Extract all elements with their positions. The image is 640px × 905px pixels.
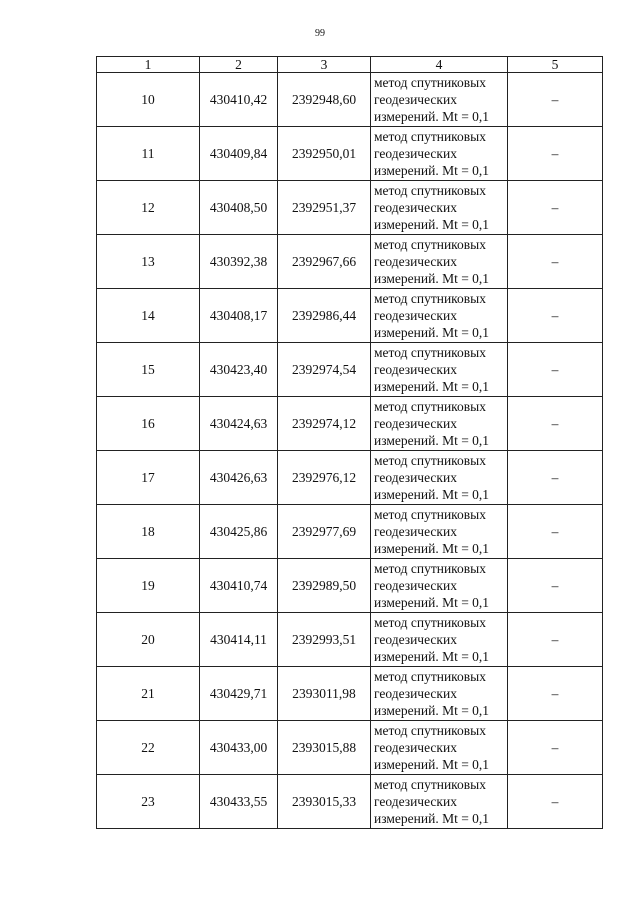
method-text-line: метод спутниковых: [374, 129, 486, 144]
note-cell: –: [508, 73, 603, 127]
method-text-line: метод спутниковых: [374, 75, 486, 90]
coordinate-x-cell: 430424,63: [200, 397, 278, 451]
method-cell: [371, 505, 508, 559]
table-row: [97, 721, 603, 775]
note-cell: –: [508, 505, 603, 559]
table-row: [97, 73, 603, 127]
method-text-line: метод спутниковых: [374, 399, 486, 414]
method-text-line: измерений. Mt = 0,1: [374, 595, 490, 610]
column-header-5: 5: [508, 57, 603, 73]
point-number-cell: 22: [97, 721, 200, 775]
coordinate-x-cell: 430392,38: [200, 235, 278, 289]
point-number-cell: 11: [97, 127, 200, 181]
coordinate-x-cell: 430426,63: [200, 451, 278, 505]
coordinate-x-cell: 430409,84: [200, 127, 278, 181]
coordinate-x-cell: 430414,11: [200, 613, 278, 667]
coordinate-x-cell: 430433,55: [200, 775, 278, 829]
point-number-cell: 14: [97, 289, 200, 343]
point-number-cell: 21: [97, 667, 200, 721]
coordinate-y-cell: 2392974,12: [278, 397, 371, 451]
note-cell: –: [508, 235, 603, 289]
method-cell: [371, 775, 508, 829]
coordinate-x-cell: 430423,40: [200, 343, 278, 397]
note-cell: –: [508, 397, 603, 451]
method-text-line: геодезических: [374, 416, 457, 431]
coordinate-y-cell: 2392950,01: [278, 127, 371, 181]
method-text-line: метод спутниковых: [374, 561, 486, 576]
table-row: [97, 343, 603, 397]
point-number-cell: 20: [97, 613, 200, 667]
method-text-line: измерений. Mt = 0,1: [374, 271, 490, 286]
method-text-line: метод спутниковых: [374, 723, 486, 738]
coordinate-y-cell: 2392986,44: [278, 289, 371, 343]
point-number-cell: 17: [97, 451, 200, 505]
method-text-line: измерений. Mt = 0,1: [374, 379, 490, 394]
note-cell: –: [508, 775, 603, 829]
method-text-line: измерений. Mt = 0,1: [374, 217, 490, 232]
method-cell: [371, 181, 508, 235]
coordinate-x-cell: 430408,17: [200, 289, 278, 343]
method-cell: [371, 451, 508, 505]
table-row: [97, 559, 603, 613]
table-row: [97, 613, 603, 667]
table-row: [97, 235, 603, 289]
column-header-1: 1: [97, 57, 200, 73]
point-number-cell: 15: [97, 343, 200, 397]
method-cell: [371, 559, 508, 613]
method-text-line: метод спутниковых: [374, 453, 486, 468]
method-text-line: измерений. Mt = 0,1: [374, 325, 490, 340]
table-row: [97, 289, 603, 343]
column-header-2: 2: [200, 57, 278, 73]
coordinate-y-cell: 2392977,69: [278, 505, 371, 559]
table-row: [97, 451, 603, 505]
method-text-line: измерений. Mt = 0,1: [374, 487, 490, 502]
coordinate-y-cell: 2393011,98: [278, 667, 371, 721]
point-number-cell: 16: [97, 397, 200, 451]
table-row: [97, 505, 603, 559]
method-text-line: геодезических: [374, 146, 457, 161]
method-text-line: геодезических: [374, 578, 457, 593]
method-text-line: метод спутниковых: [374, 183, 486, 198]
table-row: [97, 397, 603, 451]
method-text-line: метод спутниковых: [374, 669, 486, 684]
table-row: [97, 775, 603, 829]
point-number-cell: 19: [97, 559, 200, 613]
method-text-line: измерений. Mt = 0,1: [374, 757, 490, 772]
method-text-line: геодезических: [374, 92, 457, 107]
note-cell: –: [508, 559, 603, 613]
method-cell: [371, 235, 508, 289]
method-text-line: измерений. Mt = 0,1: [374, 163, 490, 178]
note-cell: –: [508, 181, 603, 235]
coordinate-x-cell: 430410,42: [200, 73, 278, 127]
method-text-line: геодезических: [374, 740, 457, 755]
method-text-line: геодезических: [374, 470, 457, 485]
method-cell: [371, 289, 508, 343]
method-text-line: геодезических: [374, 362, 457, 377]
coordinate-y-cell: 2393015,33: [278, 775, 371, 829]
method-cell: [371, 721, 508, 775]
page-number: 99: [315, 28, 325, 39]
method-text-line: геодезических: [374, 524, 457, 539]
method-text-line: метод спутниковых: [374, 291, 486, 306]
method-text-line: геодезических: [374, 794, 457, 809]
method-cell: [371, 667, 508, 721]
coordinate-y-cell: 2392951,37: [278, 181, 371, 235]
coordinate-y-cell: 2392993,51: [278, 613, 371, 667]
table-row: [97, 181, 603, 235]
note-cell: –: [508, 343, 603, 397]
coordinate-y-cell: 2392976,12: [278, 451, 371, 505]
method-text-line: измерений. Mt = 0,1: [374, 541, 490, 556]
table-body: [97, 73, 603, 829]
table-row: [97, 127, 603, 181]
method-text-line: измерений. Mt = 0,1: [374, 433, 490, 448]
method-cell: [371, 73, 508, 127]
coordinate-x-cell: 430429,71: [200, 667, 278, 721]
coordinate-x-cell: 430408,50: [200, 181, 278, 235]
coordinate-y-cell: 2392967,66: [278, 235, 371, 289]
column-header-4: 4: [371, 57, 508, 73]
table-header-row: [97, 57, 603, 73]
method-text-line: метод спутниковых: [374, 507, 486, 522]
point-number-cell: 10: [97, 73, 200, 127]
coordinate-y-cell: 2393015,88: [278, 721, 371, 775]
method-cell: [371, 397, 508, 451]
note-cell: –: [508, 127, 603, 181]
note-cell: –: [508, 667, 603, 721]
method-text-line: геодезических: [374, 308, 457, 323]
coordinate-x-cell: 430410,74: [200, 559, 278, 613]
method-text-line: геодезических: [374, 632, 457, 647]
method-text-line: измерений. Mt = 0,1: [374, 109, 490, 124]
point-number-cell: 23: [97, 775, 200, 829]
point-number-cell: 13: [97, 235, 200, 289]
coordinate-x-cell: 430425,86: [200, 505, 278, 559]
point-number-cell: 12: [97, 181, 200, 235]
method-text-line: метод спутниковых: [374, 237, 486, 252]
method-text-line: метод спутниковых: [374, 615, 486, 630]
note-cell: –: [508, 451, 603, 505]
note-cell: –: [508, 613, 603, 667]
method-text-line: измерений. Mt = 0,1: [374, 703, 490, 718]
table-row: [97, 667, 603, 721]
method-text-line: геодезических: [374, 254, 457, 269]
point-number-cell: 18: [97, 505, 200, 559]
method-cell: [371, 343, 508, 397]
coordinate-y-cell: 2392989,50: [278, 559, 371, 613]
method-text-line: геодезических: [374, 686, 457, 701]
method-cell: [371, 127, 508, 181]
method-text-line: метод спутниковых: [374, 777, 486, 792]
note-cell: –: [508, 289, 603, 343]
coordinate-x-cell: 430433,00: [200, 721, 278, 775]
coordinate-y-cell: 2392948,60: [278, 73, 371, 127]
method-cell: [371, 613, 508, 667]
method-text-line: измерений. Mt = 0,1: [374, 649, 490, 664]
coordinate-y-cell: 2392974,54: [278, 343, 371, 397]
method-text-line: геодезических: [374, 200, 457, 215]
note-cell: –: [508, 721, 603, 775]
method-text-line: метод спутниковых: [374, 345, 486, 360]
method-text-line: измерений. Mt = 0,1: [374, 811, 490, 826]
column-header-3: 3: [278, 57, 371, 73]
coordinates-table: [96, 56, 603, 829]
